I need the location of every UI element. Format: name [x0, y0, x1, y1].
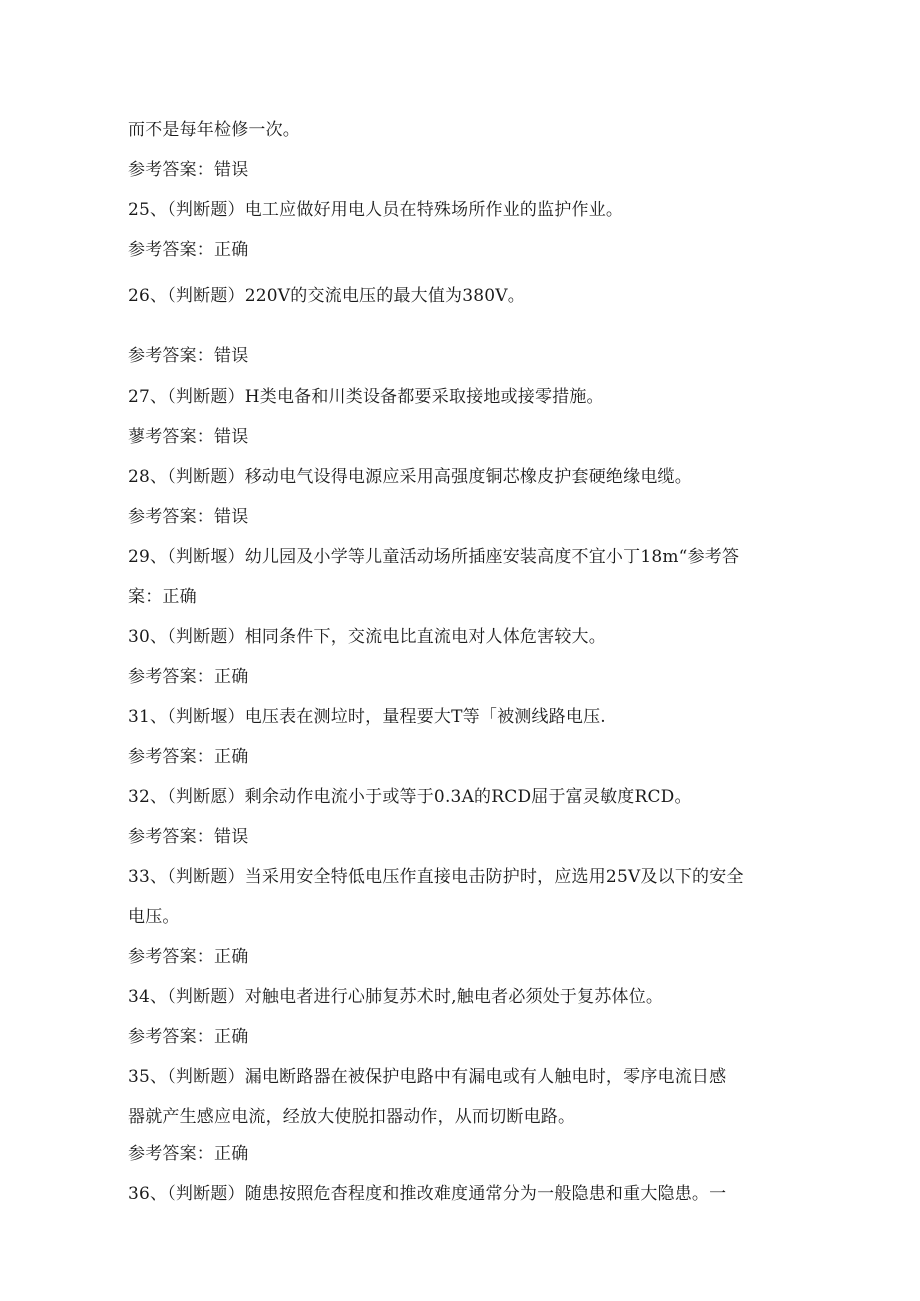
answer-line: 参考答案：错误 — [128, 346, 249, 366]
answer-line: 参考答案：错误 — [128, 507, 249, 527]
answer-line: 参考答案：正确 — [128, 1027, 249, 1047]
answer-line: 参考答案：正确 — [128, 1144, 249, 1164]
answer-line: 参考答案：错误 — [128, 160, 249, 180]
question-line: 32、（判断愿）剩余动作电流小于或等于0.3A的RCD屈于富灵敏度RCD。 — [128, 787, 692, 807]
question-line-continued: 器就产生感应电流，经放大使脱扣器动作，从而切断电路。 — [128, 1107, 576, 1127]
question-line: 36、（判断题）随患按照危杳程度和推改难度通常分为一般隐患和重大隐患。一 — [128, 1184, 727, 1204]
question-line: 26、（判断题）220V的交流电压的最大值为380V。 — [128, 286, 525, 306]
question-line: 31、（判断堰）电压表在测垃时，量程要大T等「被测线路电压. — [128, 707, 606, 727]
question-line: 34、（判断题）对触电者进行心肺复苏术时,触电者必须处于复苏体位。 — [128, 987, 664, 1007]
question-line: 33、（判断题）当采用安全特低电压作直接电击防护时，应选用25V及以下的安全 — [128, 867, 744, 887]
question-line: 27、（判断题）H类电备和川类设备都要采取接地或接零措施。 — [128, 387, 604, 407]
answer-line: 参考答案：正确 — [128, 240, 249, 260]
text-line: 而不是每年检修一次。 — [128, 120, 300, 140]
answer-line: 参考答案：错误 — [128, 827, 249, 847]
answer-line: 参考答案：正确 — [128, 747, 249, 767]
question-line-continued: 电压。 — [128, 907, 180, 927]
question-line: 28、（判断题）移动电气设得电源应采用高强度铜芯橡皮护套硬绝缘电缆。 — [128, 467, 692, 487]
question-line: 30、（判断题）相同条件下，交流电比直流电对人体危害较大。 — [128, 627, 606, 647]
answer-line: 案：正确 — [128, 587, 197, 607]
answer-line: 参考答案：正确 — [128, 667, 249, 687]
answer-line: 参考答案：正确 — [128, 947, 249, 967]
question-line: 25、（判断题）电工应做好用电人员在特殊场所作业的监护作业。 — [128, 200, 624, 220]
question-line: 29、（判断堰）幼儿园及小学等儿童活动场所插座安装高度不宜小丁18m“参考答 — [128, 547, 740, 567]
answer-line: 蓼考答案：错误 — [128, 427, 249, 447]
question-line: 35、（判断题）漏电断路器在被保护电路中有漏电或有人触电时，零序电流日感 — [128, 1067, 727, 1087]
